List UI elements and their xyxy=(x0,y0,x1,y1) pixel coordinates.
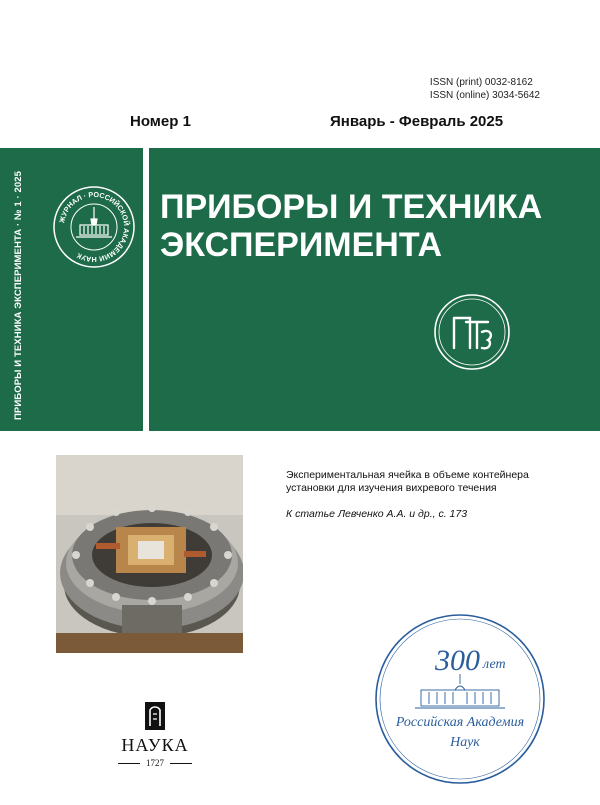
spine-text: ПРИБОРЫ И ТЕХНИКА ЭКСПЕРИМЕНТА · № 1 · 2025 xyxy=(13,170,24,420)
issn-online: ISSN (online) 3034-5642 xyxy=(429,90,540,101)
cover-caption: Экспериментальная ячейка в объеме контейнера установки для изучения вихревого течения xyxy=(286,469,529,494)
cover-reference: К статье Левченко А.А. и др., с. 173 xyxy=(286,508,468,520)
publisher-year: 1727 xyxy=(146,758,164,768)
left-logo-ring-text: ЖУРНАЛ · РОССИЙСКОЙ АКАДЕМИИ НАУК xyxy=(57,189,132,265)
cover-photo xyxy=(56,455,243,653)
journal-title-line1: ПРИБОРЫ И ТЕХНИКА xyxy=(160,188,543,226)
issn-block xyxy=(430,76,540,102)
building-icon xyxy=(76,207,112,237)
anniversary-word: лет xyxy=(483,657,506,672)
publisher-name: НАУКА xyxy=(121,735,189,755)
academy-journal-logo xyxy=(52,185,136,269)
issue-date: Январь - Февраль 2025 xyxy=(330,113,504,130)
svg-text:ЖУРНАЛ · РОССИЙСКОЙ АКАДЕМИИ Н xyxy=(57,190,131,264)
anniversary-number: 300 xyxy=(435,644,480,677)
publisher-rule-right xyxy=(170,763,192,764)
right-logo-text: ПТЭ xyxy=(470,368,474,369)
journal-title-line2: ЭКСПЕРИМЕНТА xyxy=(160,226,443,264)
anniversary-line2: Наук xyxy=(450,735,480,750)
academy-building-icon xyxy=(415,674,505,708)
issue-number: Номер 1 xyxy=(130,113,191,130)
band-divider xyxy=(143,148,149,431)
pte-monogram-logo xyxy=(432,292,512,372)
publisher-logo xyxy=(110,700,200,790)
publisher-rule-left xyxy=(118,763,140,764)
journal-title xyxy=(160,188,542,264)
publisher-year-row xyxy=(110,758,200,768)
anniversary-emblem xyxy=(373,612,547,786)
issn-print: ISSN (print) 0032-8162 xyxy=(429,77,533,88)
publisher-emblem-icon xyxy=(143,700,167,732)
anniversary-line1: Российская Академия xyxy=(395,715,525,730)
